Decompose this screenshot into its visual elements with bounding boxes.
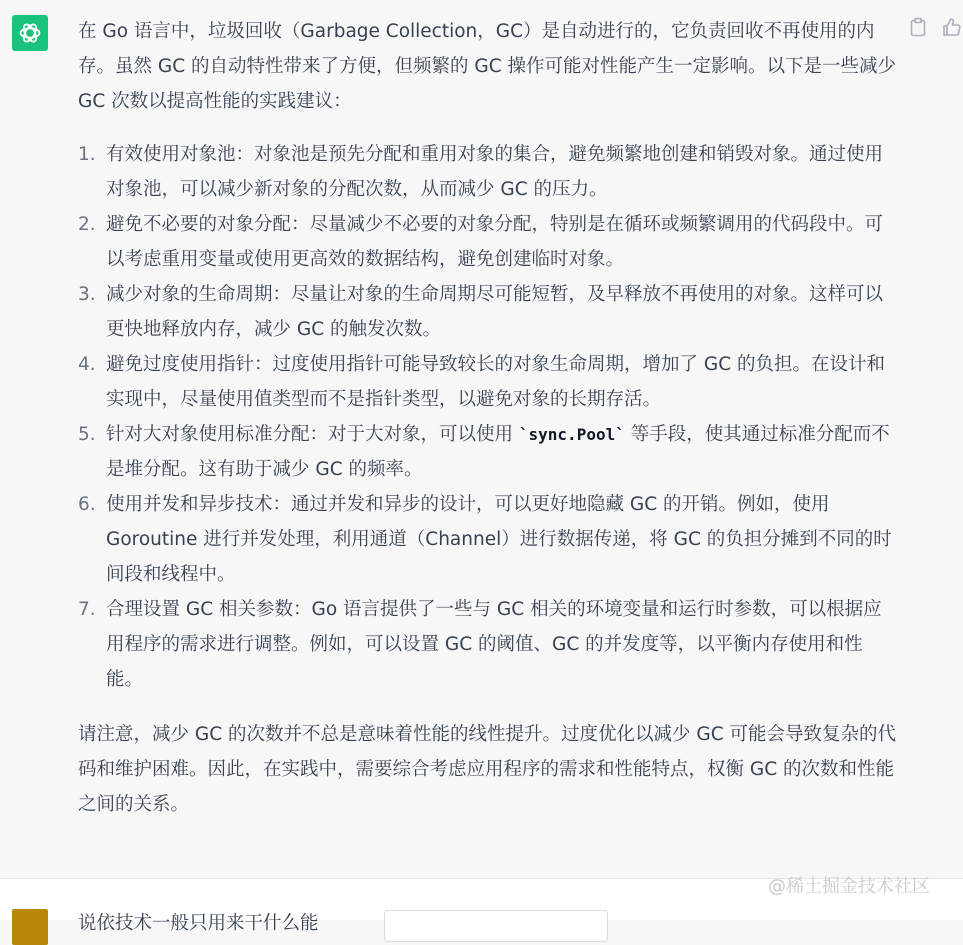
list-item: 1. 有效使用对象池：对象池是预先分配和重用对象的集合，避免频繁地创建和销毁对象。通过使用对象池，可以减少新对象的分配次数，从而减少 GC 的压力。 <box>78 144 884 200</box>
thumbs-up-icon[interactable] <box>942 16 962 38</box>
suggestion-list <box>78 137 898 697</box>
intro-paragraph: 在 Go 语言中，垃圾回收（Garbage Collection，GC）是自动进行的，它负责回收不再使用的内存。虽然 GC 的自动特性带来了方便，但频繁的 GC 操作可能对性能产生一定影响。以下是一些减少 GC 次数以提高性能的实践建议： <box>78 21 897 112</box>
list-item: 3. 减少对象的生命周期：尽量让对象的生命周期尽可能短暂，及早释放不再使用的对象。这样可以更快地释放内存，减少 GC 的触发次数。 <box>78 284 884 340</box>
user-edit-box[interactable] <box>384 910 608 942</box>
list-item: 4. 避免过度使用指针：过度使用指针可能导致较长的对象生命周期，增加了 GC 的负担。在设计和实现中，尽量使用值类型而不是指针类型，以避免对象的长期存活。 <box>78 354 886 410</box>
list-item: 5. 针对大对象使用标准分配：对于大对象，可以使用 `sync.Pool` 等手段，使其通过标准分配而不是堆分配。这有助于减少 GC 的频率。 <box>78 424 890 480</box>
watermark: @稀土掘金技术社区 <box>768 876 930 897</box>
list-item: 2. 避免不必要的对象分配：尽量减少不必要的对象分配，特别是在循环或频繁调用的代码段中。可以考虑重用变量或使用更高效的数据结构，避免创建临时对象。 <box>78 214 884 270</box>
user-message-text: 说依技术一般只用来干什么能 <box>78 913 319 934</box>
openai-logo-icon <box>12 15 48 51</box>
assistant-message-content <box>78 14 898 822</box>
user-avatar <box>12 909 48 945</box>
list-item: 7. 合理设置 GC 相关参数：Go 语言提供了一些与 GC 相关的环境变量和运行时参数，可以根据应用程序的需求进行调整。例如，可以设置 GC 的阈值、GC 的并发度等，以平衡内存使用和性能。 <box>78 599 882 690</box>
clipboard-icon[interactable] <box>908 16 928 38</box>
inline-code: `sync.Pool` <box>518 425 625 444</box>
outro-paragraph: 请注意，减少 GC 的次数并不总是意味着性能的线性提升。过度优化以减少 GC 可能会导致复杂的代码和维护困难。因此，在实践中，需要综合考虑应用程序的需求和性能特点，权衡 GC 的次数和性能之间的关系。 <box>78 724 897 815</box>
list-item: 6. 使用并发和异步技术：通过并发和异步的设计，可以更好地隐藏 GC 的开销。例如，使用 Goroutine 进行并发处理，利用通道（Channel）进行数据传递，将 GC 的负担分摊到不同的时间段和线程中。 <box>78 494 892 585</box>
message-actions <box>908 16 962 38</box>
